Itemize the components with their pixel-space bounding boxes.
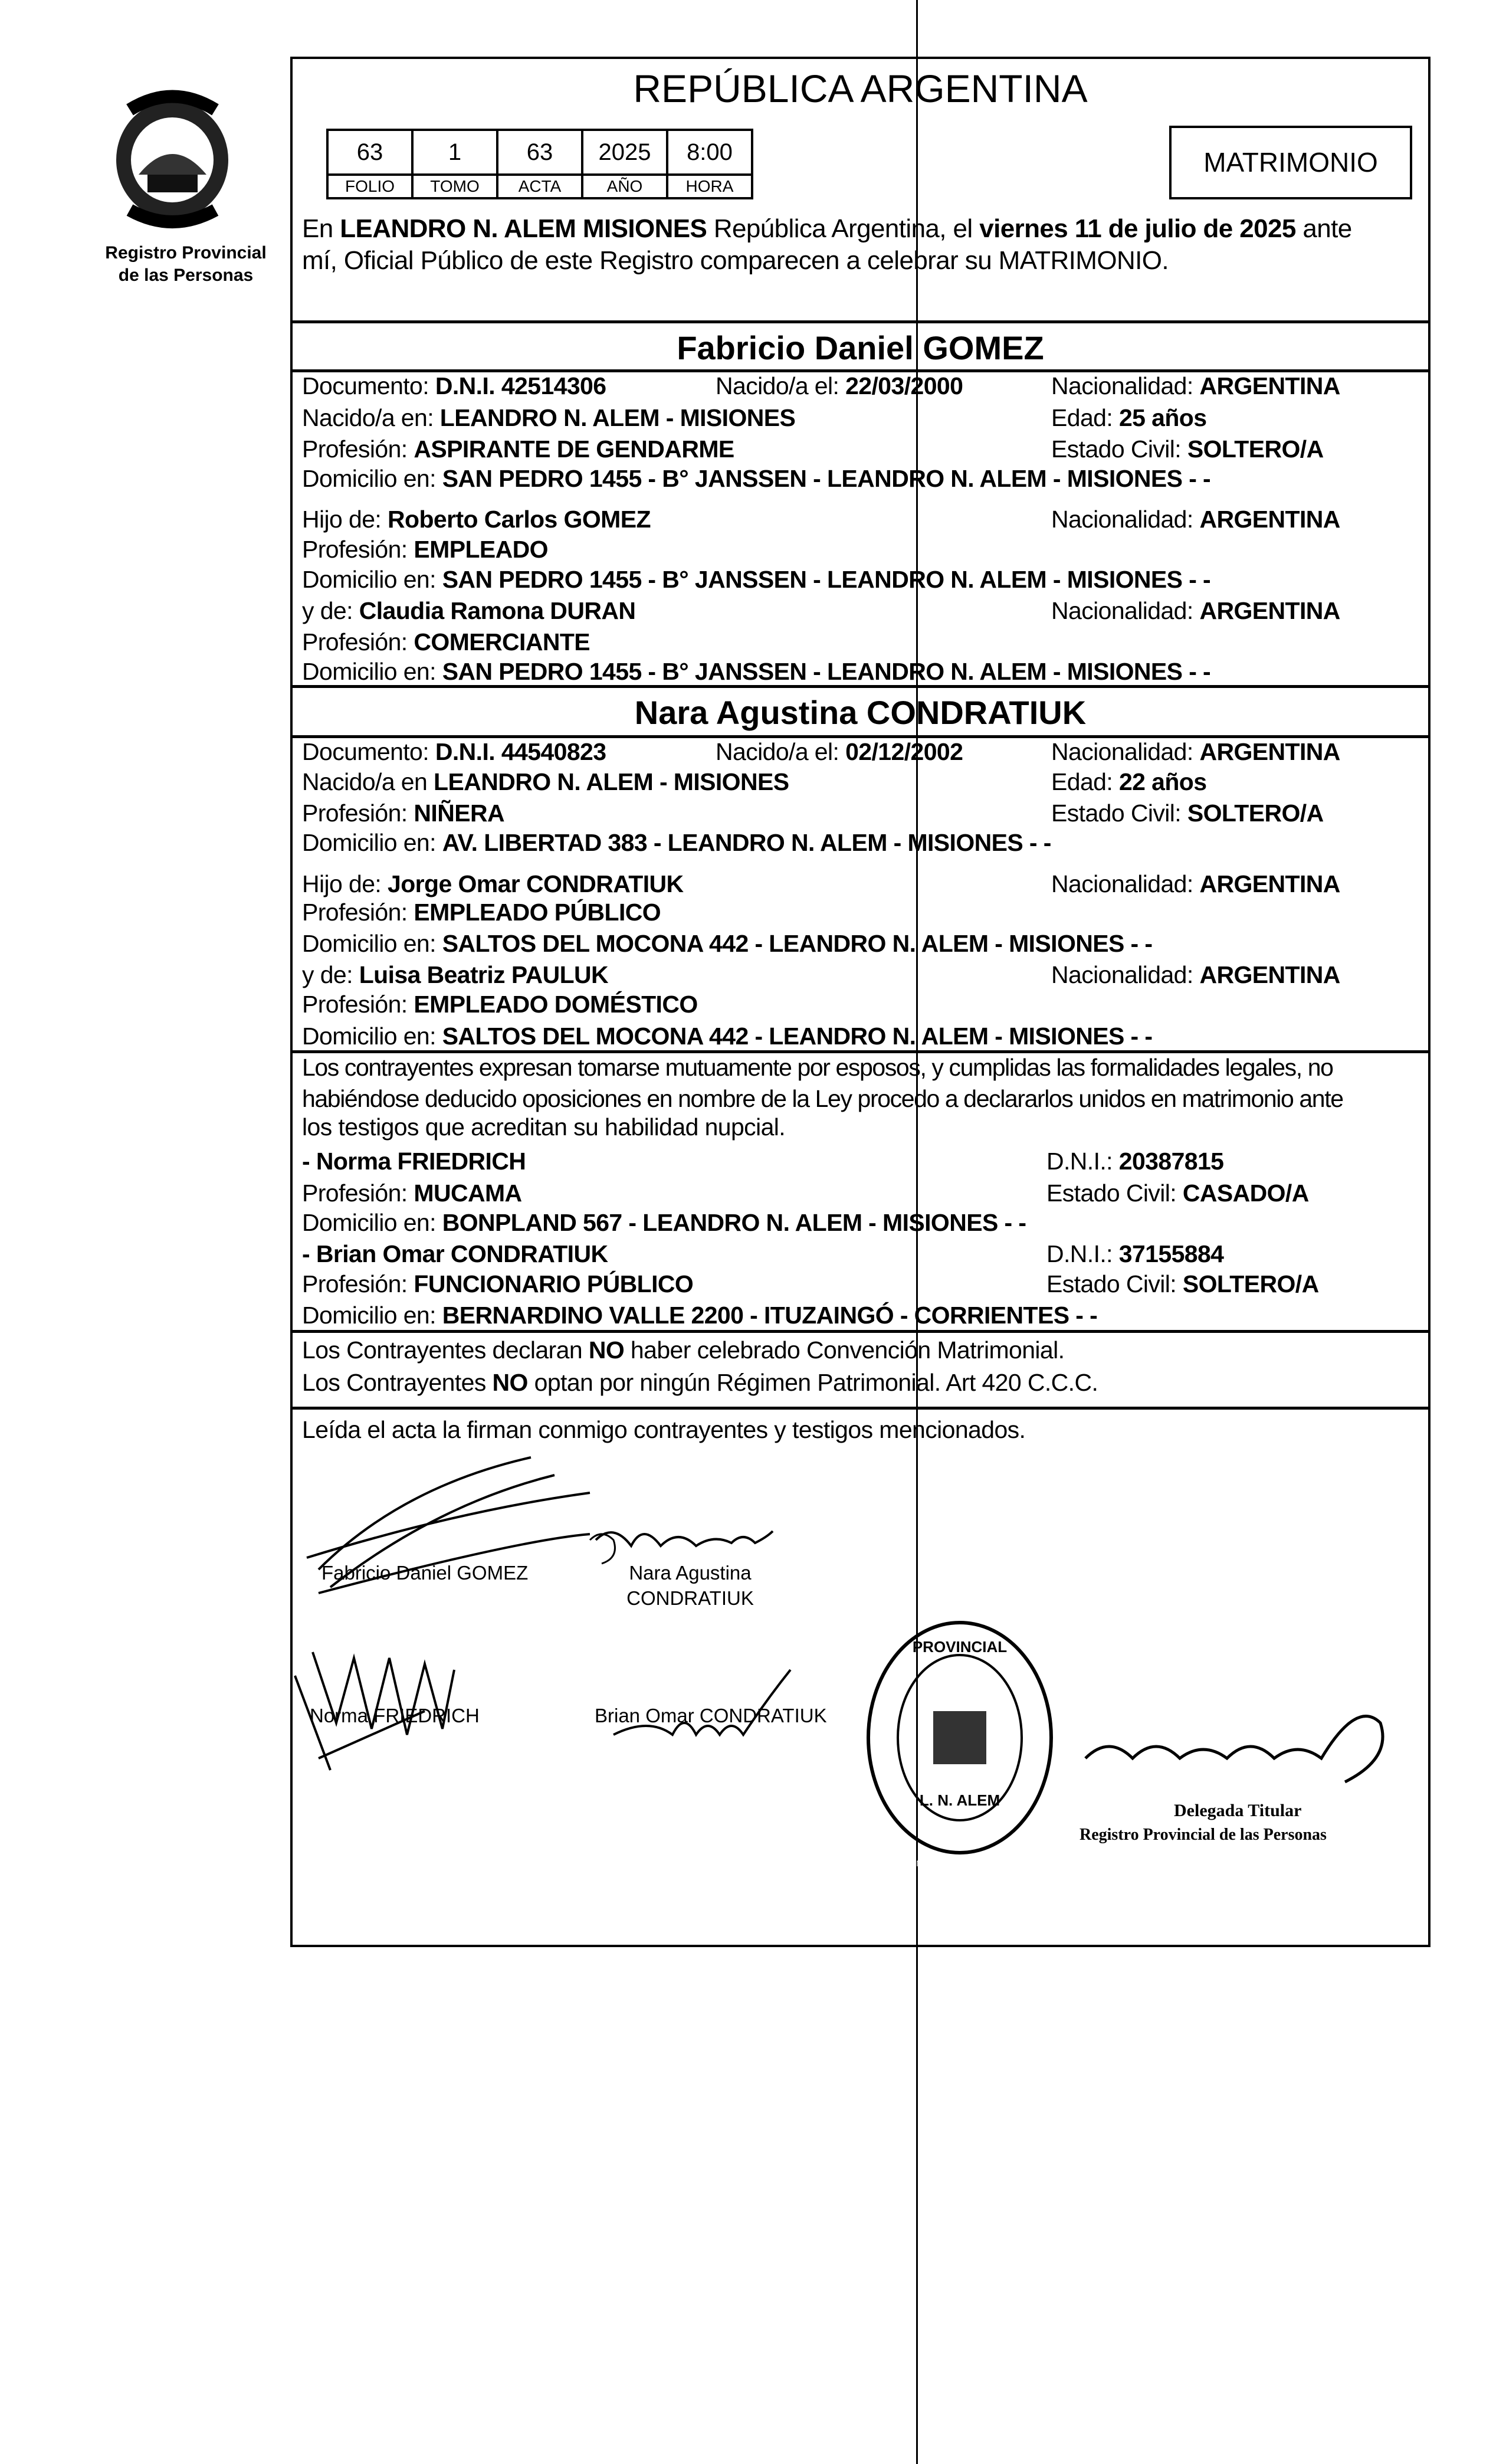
party1-profession: Profesión: ASPIRANTE DE GENDARME (302, 435, 734, 463)
official-organization: Registro Provincial de las Personas (1080, 1826, 1327, 1844)
regime-line-1: Los Contrayentes declaran NO haber celebrado Convención Matrimonial. (302, 1336, 1065, 1364)
divider (290, 1330, 1430, 1333)
declaration-line: habiéndose deducido oposiciones en nombre de la Ley procedo a declararlos unidos en matrimonio ante (302, 1085, 1343, 1112)
witness1-civil-status: Estado Civil: CASADO/A (1046, 1179, 1309, 1207)
act-type-box: MATRIMONIO (1169, 126, 1412, 199)
party2-civil-status: Estado Civil: SOLTERO/A (1051, 800, 1324, 827)
folio-label: FOLIO (327, 175, 412, 198)
party1-mother-nationality: Nacionalidad: ARGENTINA (1051, 597, 1340, 624)
acta-value: 63 (497, 130, 582, 175)
regime-line-2: Los Contrayentes NO optan por ningún Régimen Patrimonial. Art 420 C.C.C. (302, 1369, 1098, 1396)
witness2-dni: D.N.I.: 37155884 (1046, 1240, 1224, 1267)
tomo-value: 1 (412, 130, 497, 175)
signature-label-bride-2: CONDRATIUK (626, 1587, 754, 1609)
party1-father-address: Domicilio en: SAN PEDRO 1455 - B° JANSSEN - LEANDRO N. ALEM - MISIONES - - (302, 566, 1211, 593)
party2-father-address: Domicilio en: SALTOS DEL MOCONA 442 - LEANDRO N. ALEM - MISIONES - - (302, 930, 1153, 957)
party2-father-profession: Profesión: EMPLEADO PÚBLICO (302, 899, 661, 926)
witness2-civil-status: Estado Civil: SOLTERO/A (1046, 1270, 1319, 1297)
witness1-address: Domicilio en: BONPLAND 567 - LEANDRO N. ALEM - MISIONES - - (302, 1209, 1026, 1236)
party2-mother: y de: Luisa Beatriz PAULUK (302, 961, 609, 988)
party2-name: Nara Agustina CONDRATIUK (634, 694, 1087, 731)
party2-nationality: Nacionalidad: ARGENTINA (1051, 738, 1340, 765)
declaration-line: Los contrayentes expresan tomarse mutuamente por esposos, y cumplidas las formalidades legales, no (302, 1054, 1333, 1081)
party2-mother-address: Domicilio en: SALTOS DEL MOCONA 442 - LEANDRO N. ALEM - MISIONES - - (302, 1023, 1153, 1050)
year-label: AÑO (582, 175, 667, 198)
document-title: REPÚBLICA ARGENTINA (633, 67, 1088, 110)
declaration-line: los testigos que acreditan su habilidad nupcial. (302, 1113, 786, 1141)
party1-mother-address: Domicilio en: SAN PEDRO 1455 - B° JANSSEN - LEANDRO N. ALEM - MISIONES - - (302, 658, 1211, 685)
party1-address: Domicilio en: SAN PEDRO 1455 - B° JANSSEN - LEANDRO N. ALEM - MISIONES - - (302, 465, 1211, 492)
party1-age: Edad: 25 años (1051, 404, 1207, 431)
party1-birthdate: Nacido/a el: 22/03/2000 (716, 372, 963, 399)
divider (290, 1407, 1430, 1410)
hour-value: 8:00 (667, 130, 752, 175)
logo-caption-1: Registro Provincial (105, 243, 267, 263)
signature-scribbles (283, 1451, 1404, 1935)
divider (290, 685, 1430, 688)
signature-label-bride-1: Nara Agustina (629, 1562, 752, 1584)
logo-caption-2: de las Personas (118, 266, 254, 285)
party2-father: Hijo de: Jorge Omar CONDRATIUK (302, 870, 684, 897)
tomo-label: TOMO (412, 175, 497, 198)
witness1-dni: D.N.I.: 20387815 (1046, 1148, 1224, 1175)
party2-mother-profession: Profesión: EMPLEADO DOMÉSTICO (302, 991, 698, 1018)
official-title: Delegada Titular (1174, 1801, 1302, 1820)
party2-address: Domicilio en: AV. LIBERTAD 383 - LEANDRO N. ALEM - MISIONES - - (302, 829, 1051, 856)
intro-line-1: En LEANDRO N. ALEM MISIONES República Argentina, el viernes 11 de julio de 2025 ante (302, 214, 1352, 243)
witness2-address: Domicilio en: BERNARDINO VALLE 2200 - ITUZAINGÓ - CORRIENTES - - (302, 1302, 1098, 1329)
witness2-name: - Brian Omar CONDRATIUK (302, 1240, 608, 1267)
party1-father: Hijo de: Roberto Carlos GOMEZ (302, 506, 651, 533)
party1-father-profession: Profesión: EMPLEADO (302, 536, 548, 563)
party2-age: Edad: 22 años (1051, 768, 1207, 795)
province-logo (94, 86, 251, 234)
stamp-text: DELEGACION DEL REGISTRO PROVINCIAL DE LAS PERSONAS (868, 1859, 1052, 1878)
party1-father-nationality: Nacionalidad: ARGENTINA (1051, 506, 1340, 533)
witness1-profession: Profesión: MUCAMA (302, 1179, 522, 1207)
party2-birthplace: Nacido/a en LEANDRO N. ALEM - MISIONES (302, 768, 789, 795)
folio-value: 63 (327, 130, 412, 175)
party1-mother-profession: Profesión: COMERCIANTE (302, 628, 590, 656)
party2-profession: Profesión: NIÑERA (302, 800, 504, 827)
closing-text: Leída el acta la firman conmigo contrayentes y testigos mencionados. (302, 1416, 1026, 1443)
svg-text:L. N. ALEM: L. N. ALEM (919, 1791, 1000, 1809)
divider (290, 320, 1430, 323)
signature-label-witness2: Brian Omar CONDRATIUK (595, 1705, 827, 1726)
signature-label-witness1: Norma FRIEDRICH (310, 1705, 480, 1726)
year-value: 2025 (582, 130, 667, 175)
intro-line-2: mí, Oficial Público de este Registro comparecen a celebrar su MATRIMONIO. (302, 246, 1169, 275)
party2-document: Documento: D.N.I. 44540823 (302, 738, 606, 765)
party1-mother: y de: Claudia Ramona DURAN (302, 597, 636, 624)
party2-mother-nationality: Nacionalidad: ARGENTINA (1051, 961, 1340, 988)
hour-label: HORA (667, 175, 752, 198)
signature-label-groom: Fabricio Daniel GOMEZ (321, 1562, 529, 1584)
party1-document: Documento: D.N.I. 42514306 (302, 372, 606, 399)
record-table (326, 129, 753, 199)
witness2-profession: Profesión: FUNCIONARIO PÚBLICO (302, 1270, 694, 1297)
party1-nationality: Nacionalidad: ARGENTINA (1051, 372, 1340, 399)
witness1-name: - Norma FRIEDRICH (302, 1148, 526, 1175)
party1-civil-status: Estado Civil: SOLTERO/A (1051, 435, 1324, 463)
party2-birthdate: Nacido/a el: 02/12/2002 (716, 738, 963, 765)
svg-text:PROVINCIAL: PROVINCIAL (912, 1638, 1008, 1656)
party2-father-nationality: Nacionalidad: ARGENTINA (1051, 870, 1340, 897)
party1-birthplace: Nacido/a en: LEANDRO N. ALEM - MISIONES (302, 404, 796, 431)
official-stamp (862, 1617, 1057, 1859)
acta-label: ACTA (497, 175, 582, 198)
party1-name: Fabricio Daniel GOMEZ (677, 329, 1044, 366)
